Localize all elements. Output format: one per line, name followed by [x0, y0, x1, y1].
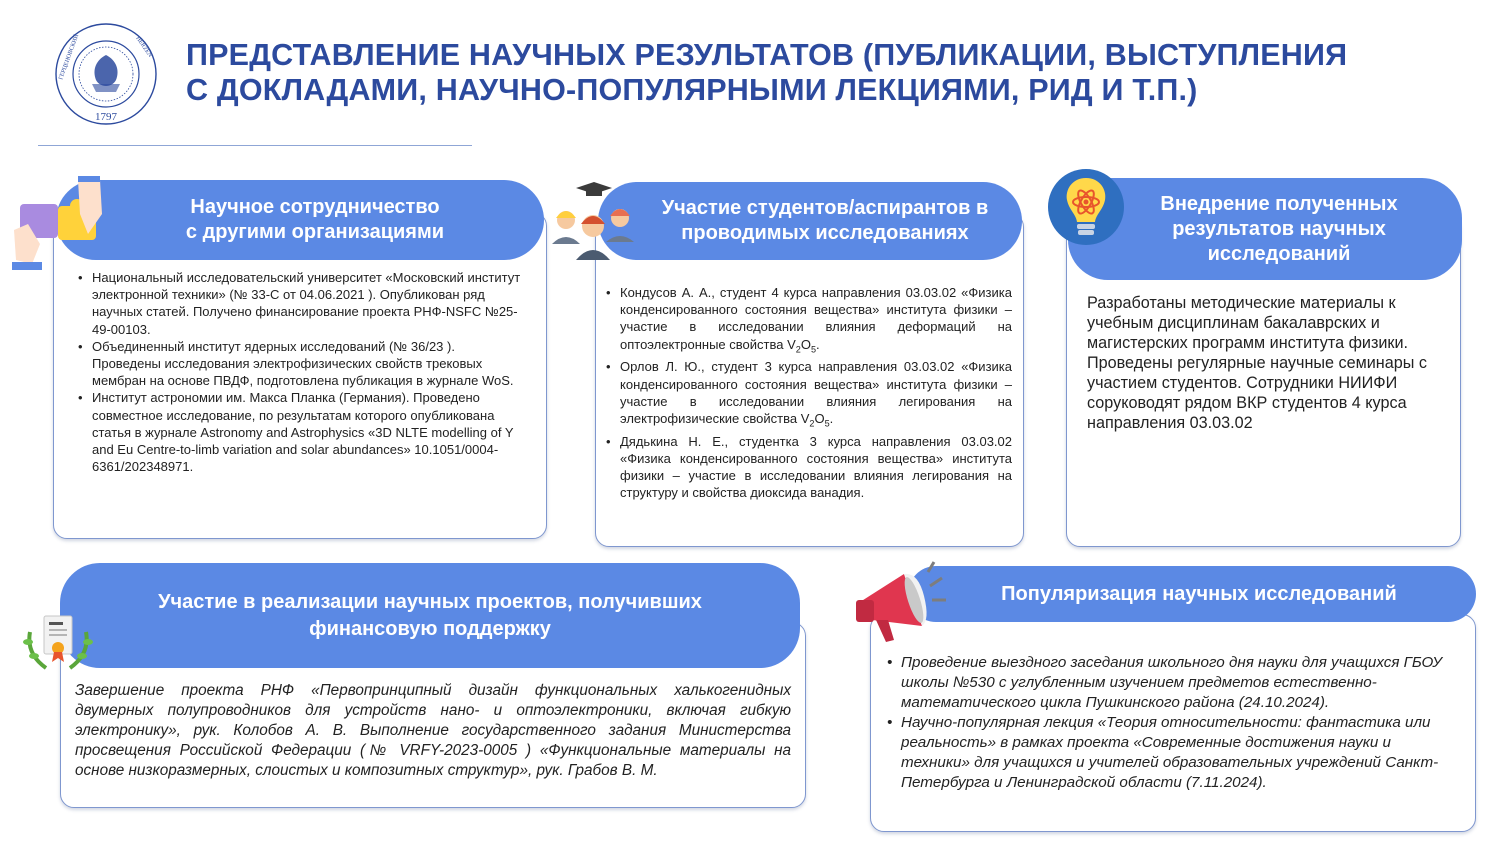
list-item: • Дядькина Н. Е., студентка 3 курса направления 03.03.02 «Физика конденсированного состояния вещества» института физики – участие в исследовании влияния легирования на структуру и свойства диоксида ванадия. — [604, 433, 1012, 502]
svg-text:HERZEN: HERZEN — [134, 35, 153, 59]
implementation-text: Разработаны методические материалы к учебным дисциплинам бакалаврских и магистерских программ института физики. Проведены регулярные научные семинары с участием студентов. Сотрудники НИИФИ соруководят рядом ВКР студентов 4 курса направления 03.03.02 — [1087, 294, 1427, 432]
svg-text:ГЕРЦЕНОВСКИЙ: ГЕРЦЕНОВСКИЙ — [58, 33, 81, 81]
cooperation-list — [76, 269, 526, 475]
list-item: • Институт астрономии им. Макса Планка (Германия). Проведено совместное исследование, по результатам которого опубликована статья в журнале Astronomy and Astrophysics «3D NLTE modelling of Y and Eu Centre-to-limb variation and solar abundances» 10.1051/0004-6361/202348971. — [76, 389, 526, 475]
list-item: • Научно-популярная лекция «Теория относительности: фантастика или реальность» в рамках проекта «Современные достижения науки и техники» для учащихся и учителей образовательных учреждений Санкт-Петербурга и Ленинградской области (7.11.2024). — [885, 713, 1455, 793]
implementation-heading: Внедрение полученных результатов научных исследований — [1068, 178, 1462, 280]
list-item: • Кондусов А. А., студент 4 курса направления 03.03.02 «Физика конденсированного состояния вещества» института физики – участие в исследовании влияния деформаций на оптоэлектронные свойства $V_2O_5$. — [604, 284, 1012, 358]
students-card — [595, 213, 1024, 547]
students-group-icon — [546, 180, 638, 264]
page-title — [186, 38, 1436, 108]
page-title-line1: ПРЕДСТАВЛЕНИЕ НАУЧНЫХ РЕЗУЛЬТАТОВ (ПУБЛИКАЦИИ, ВЫСТУПЛЕНИЯ — [186, 38, 1348, 72]
projects-heading: Участие в реализации научных проектов, получивших финансовую поддержку — [60, 563, 800, 668]
popularization-heading: Популяризация научных исследований — [908, 566, 1476, 622]
students-list — [604, 284, 1012, 502]
puzzle-hands-icon — [6, 174, 110, 274]
lightbulb-atom-icon — [1045, 166, 1127, 248]
page-title-line2: С ДОКЛАДАМИ, НАУЧНО-ПОПУЛЯРНЫМИ ЛЕКЦИЯМИ, РИД И Т.П.) — [186, 73, 1198, 107]
title-divider — [38, 145, 472, 146]
cooperation-card — [53, 212, 547, 539]
popularization-card — [870, 614, 1476, 832]
students-heading: Участие студентов/аспирантов в проводимых исследованиях — [598, 182, 1022, 260]
cooperation-heading: Научное сотрудничество с другими организациями — [56, 180, 544, 260]
popularization-list — [885, 653, 1455, 793]
list-item: • Объединенный институт ядерных исследований (№ 36/23 ). Проведены исследования электрофизических свойств трековых мембран на основе ПВДФ, подготовлена публикация в журнале WoS. — [76, 338, 526, 390]
megaphone-icon — [852, 558, 952, 646]
logo-year: 1797 — [95, 111, 117, 123]
university-seal-icon — [48, 22, 164, 126]
certificate-laurel-icon — [20, 612, 96, 682]
projects-text: Завершение проекта РНФ «Первопринципный дизайн функциональных халькогенидных двумерных полупроводников для устройств нано- и оптоэлектроники, включая гибкую электронику», рук. Колобов А. В. Выполнение государственного задания Министерства просвещения Российской Федерации (№ VRFY-2023-0005 ) «Функциональные материалы на основе низкоразмерных, слоистых и композитных структур», рук. Грабов В. М. — [75, 682, 791, 779]
list-item: • Проведение выездного заседания школьного дня науки для учащихся ГБОУ школы №530 с углубленным изучением предметов естественно-математического цикла Пушкинского района (24.10.2024). — [885, 653, 1455, 713]
list-item: • Национальный исследовательский университет «Московский институт электронной техники» (№ 33-С от 04.06.2021 ). Опубликован ряд научных статей. Получено финансирование проекта РНФ-NSFC №25-49-00103. — [76, 269, 526, 338]
list-item: • Орлов Л. Ю., студент 3 курса направления 03.03.02 «Физика конденсированного состояния вещества» института физики – участие в исследовании влияния легирования на электрофизические свойства $V_2O_5$. — [604, 358, 1012, 432]
